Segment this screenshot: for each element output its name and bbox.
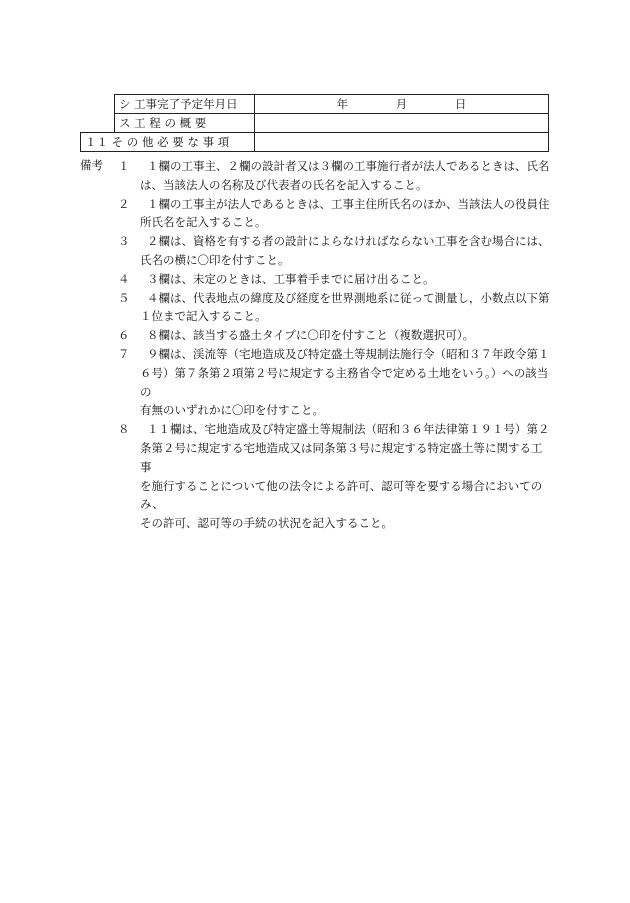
table-row bbox=[81, 95, 549, 114]
note-item bbox=[80, 289, 550, 327]
note-item bbox=[80, 270, 550, 289]
day-unit: 日 bbox=[454, 97, 467, 111]
note-number: ８ bbox=[118, 422, 130, 437]
note-text bbox=[80, 289, 550, 327]
note-number: ６ bbox=[118, 328, 130, 343]
note-item bbox=[80, 420, 550, 533]
note-item bbox=[80, 326, 550, 345]
year-unit: 年 bbox=[336, 97, 349, 111]
note-line: ６号）第７条第２項第２号に規定する主務省令で定める土地をいう。）への該当の bbox=[140, 365, 549, 399]
note-line: その許可、認可等の手続の状況を記入すること。 bbox=[140, 516, 393, 531]
note-item bbox=[80, 232, 550, 270]
note-line: を施行することについて他の法令による許可、認可等を要する場合においてのみ、 bbox=[140, 478, 543, 512]
note-line: ８欄は、該当する盛土タイプに〇印を付すこと（複数選択可）。 bbox=[147, 328, 475, 343]
table-row bbox=[81, 133, 549, 152]
note-text bbox=[80, 270, 550, 289]
note-text bbox=[80, 345, 550, 420]
notes-heading: 備考 bbox=[80, 158, 103, 172]
note-line: 氏名の横に〇印を付すこと。 bbox=[140, 252, 290, 267]
note-line: １欄の工事主、２欄の設計者又は３欄の工事施行者が法人であるときは、氏名 bbox=[147, 159, 550, 173]
completion-date-field bbox=[255, 95, 549, 114]
row-value bbox=[255, 114, 549, 133]
note-line: 所氏名を記入すること。 bbox=[140, 215, 267, 230]
note-item bbox=[80, 345, 550, 420]
month-unit: 月 bbox=[395, 97, 408, 111]
row-label: ス 工 程 の 概 要 bbox=[115, 114, 255, 133]
notes-section bbox=[80, 157, 550, 533]
note-line: 条第２号に規定する宅地造成又は同条第３号に規定する特定盛土等に関する工事 bbox=[140, 440, 543, 474]
note-line: は、当該法人の名称及び代表者の氏名を記入すること。 bbox=[140, 177, 428, 192]
form-table bbox=[80, 94, 549, 152]
note-text bbox=[80, 326, 550, 345]
note-text bbox=[80, 420, 550, 533]
note-line: ３欄は、未定のときは、工事着手までに届け出ること。 bbox=[147, 271, 435, 286]
note-number: ７ bbox=[118, 346, 130, 361]
note-number: ５ bbox=[118, 290, 130, 305]
note-text bbox=[80, 232, 550, 270]
row-value bbox=[255, 133, 549, 152]
note-number: ４ bbox=[118, 271, 130, 286]
table-row bbox=[81, 114, 549, 133]
note-line: ４欄は、代表地点の緯度及び経度を世界測地系に従って測量し，小数点以下第 bbox=[147, 290, 550, 305]
table-spacer-cell bbox=[81, 114, 115, 133]
note-number: ３ bbox=[118, 234, 130, 249]
note-line: １１欄は、宅地造成及び特定盛土等規制法（昭和３６年法律第１９１号）第２ bbox=[147, 422, 550, 437]
note-line: １欄の工事主が法人であるときは、工事主住所氏名のほか、当該法人の役員住 bbox=[147, 196, 550, 211]
row-label: １１ そ の 他 必 要 な 事 項 bbox=[81, 133, 255, 152]
note-number: ２ bbox=[118, 196, 130, 211]
note-item bbox=[80, 157, 550, 195]
table-spacer-cell bbox=[81, 95, 115, 114]
note-text bbox=[80, 157, 550, 195]
note-item bbox=[80, 195, 550, 233]
note-line: ９欄は、渓流等（宅地造成及び特定盛土等規制法施行令（昭和３７年政令第１ bbox=[147, 346, 550, 361]
row-label: シ 工事完了予定年月日 bbox=[115, 95, 255, 114]
note-line: １位まで記入すること。 bbox=[140, 309, 267, 324]
note-text bbox=[80, 195, 550, 233]
note-number: １ bbox=[118, 159, 130, 173]
note-line: 有無のいずれかに〇印を付すこと。 bbox=[140, 403, 324, 418]
notes-list bbox=[80, 157, 550, 533]
note-line: ２欄は、資格を有する者の設計によらなければならない工事を含む場合には、 bbox=[147, 234, 550, 249]
